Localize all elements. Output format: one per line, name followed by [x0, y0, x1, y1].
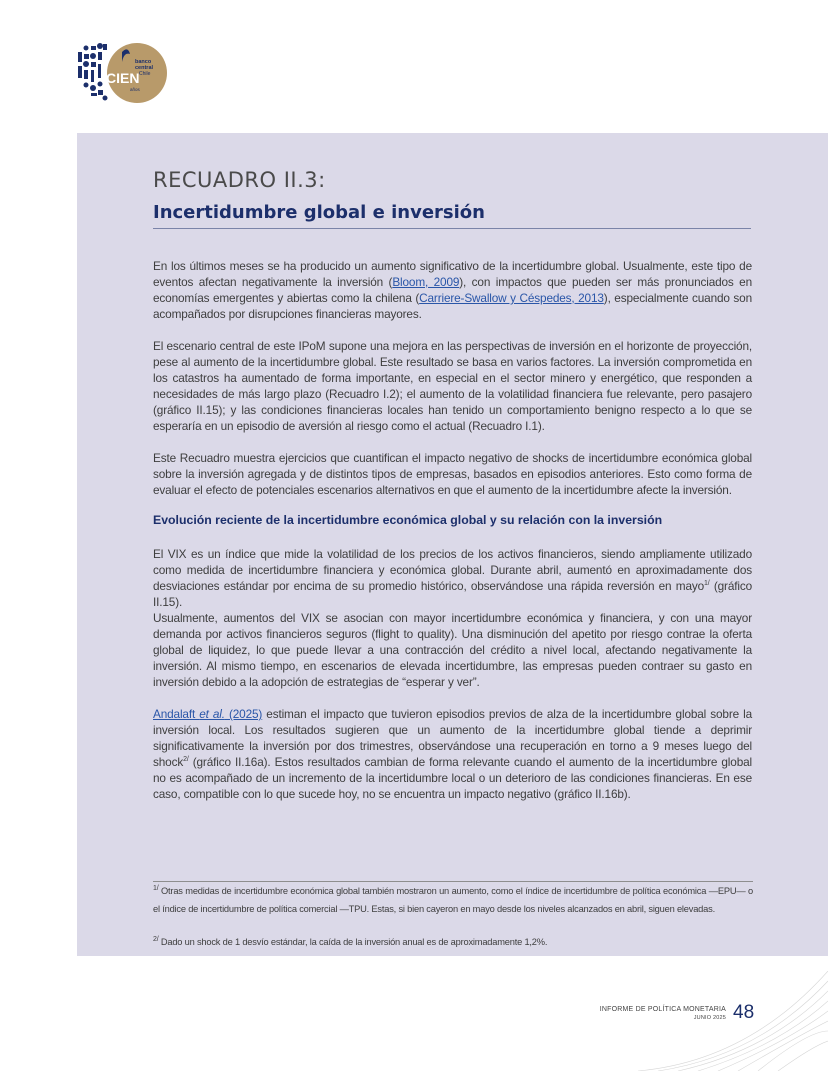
banco-central-cien-logo — [72, 38, 172, 108]
svg-text:banco: banco — [135, 59, 152, 65]
recuadro-label: RECUADRO II.3: — [153, 168, 326, 192]
footnote-1: $^{1/}$ Otras medidas de incertidumbre económica global también mostraron un aumento, como el índice de incertidumbre de política económica —EPU— o el índice de incertidumbre de política comercial —TPU. Estas, si bien cayeron en mayo desde los niveles alcanzados en abril, siguen elevadas. — [153, 884, 753, 914]
paragraph-flight-to-quality: Usualmente, aumentos del VIX se asocian con mayor incertidumbre económica y financiera, y con una mayor demanda por activos financieros seguros (flight to quality). Una disminución del apetito por riesgo contrae la oferta global de liquidez, lo que puede llevar a una contracción del crédito a nivel local, afectando negativamente la inversión. Al mismo tiempo, en escenarios de elevada incertidumbre, las empresas pueden contraer su gasto en inversión debido a la adopción de estrategias de “esperar y ver”. — [153, 611, 752, 689]
paragraph-exercises: Este Recuadro muestra ejercicios que cuantifican el impacto negativo de shocks de incertidumbre económica global sobre la inversión agregada y de distintos tipos de empresas, basados en episodios anteriores. Esto como forma de evaluar el efecto de potenciales escenarios alternativos en que el aumento de la incertidumbre afecte la inversión. — [153, 451, 752, 497]
section-subheading: Evolución reciente de la incertidumbre económica global y su relación con la inversión — [153, 513, 663, 527]
paragraph-andalaft: Andalaft et al. (2025) estiman el impacto que tuvieron episodios previos de alza de la incertidumbre global sobre la inversión local. Los resultados sugieren que un aumento de la incertidumbre global tiende a deprimir significativamente la inversión por dos trimestres, observándose una recuperación en torno a 9 meses luego del shock$^{2/}$ (gráfico II.16a). Estos resultados cambian de forma relevante cuando el aumento de la incertidumbre global no es acompañado de un incremento de la incertidumbre local o un deterioro de las condiciones financieras. En ese caso, compatible con lo que sucede hoy, no se encuentra un impacto negativo (gráfico II.16b). — [153, 707, 753, 801]
recuadro-box — [77, 133, 828, 956]
title-divider — [153, 228, 751, 229]
recuadro-title: Incertidumbre global e inversión — [153, 202, 485, 223]
page-number: 48 — [733, 1002, 755, 1023]
svg-text:años: años — [130, 87, 140, 92]
report-name: INFORME DE POLÍTICA MONETARIA — [599, 1006, 726, 1013]
footnote-2: $^{2/}$ Dado un shock de 1 desvío estándar, la caída de la inversión anual es de aproximadamente 1,2%. — [153, 935, 548, 947]
decorative-wave-lines — [628, 971, 828, 1071]
footnote-ref-2[interactable]: 2/ — [183, 756, 189, 764]
svg-text:Chile: Chile — [139, 71, 151, 77]
footnote-ref-1[interactable]: 1/ — [704, 580, 710, 588]
paragraph-central-scenario: El escenario central de este IPoM supone una mejora en las perspectivas de inversión en el horizonte de proyección, pese al aumento de la incertidumbre global. Este resultado se basa en varios factores. La inversión comprometida en los catastros ha aumentado de forma importante, en especial en el sector minero y energético, que responden a necesidades de más largo plazo (Recuadro I.2); el aumento de la volatilidad financiera fue relevante, pero pasajero (gráfico II.15); y las condiciones financieras locales han tenido un comportamiento benigno respecto a lo que se esperaría en un episodio de aversión al riesgo como el actual (Recuadro I.1). — [153, 339, 752, 433]
link-carriere-swallow-cespedes-2013[interactable]: Carriere-Swallow y Céspedes, 2013 — [419, 291, 604, 305]
paragraph-intro: En los últimos meses se ha producido un aumento significativo de la incertidumbre global. Usualmente, este tipo de eventos afectan negativamente la inversión (Bloom, 2009), con impactos que pueden ser más pronunciados en economías emergentes y abiertas como la chilena (Carriere-Swallow y Céspedes, 2013), especialmente cuando son acompañados por disrupciones financieras mayores. — [153, 259, 753, 321]
link-andalaft-2025[interactable]: Andalaft et al. (2025) — [153, 707, 263, 721]
link-bloom-2009[interactable]: Bloom, 2009 — [392, 275, 460, 289]
paragraph-vix: El VIX es un índice que mide la volatilidad de los precios de los activos financieros, siendo ampliamente utilizado como medida de incertidumbre financiera y económica global. Durante abril, aumentó en aproximadamente dos desviaciones estándar por encima de su promedio histórico, observándose una rápida reversión en mayo$^{1/}$ (gráfico II.15). — [153, 547, 752, 609]
report-date: JUNIO 2025 — [693, 1015, 726, 1021]
svg-text:central: central — [135, 65, 154, 71]
svg-text:CIEN: CIEN — [106, 70, 140, 86]
